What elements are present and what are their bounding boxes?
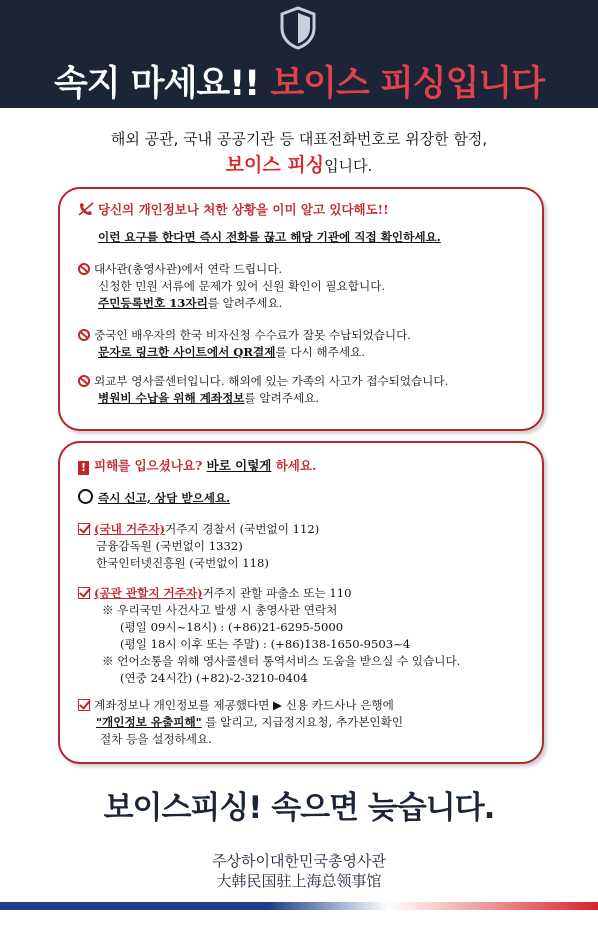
case-emphasis: 문자로 링크한 사이트에서 QR결제 <box>98 345 276 359</box>
intro-voice-phishing: 보이스 피싱 <box>225 154 325 176</box>
damage-response-box <box>58 441 544 764</box>
case-item: 중국인 배우자의 한국 비자신청 수수료가 잘못 수납되었습니다. 문자로 링크한 사이트에서 QR결제를 다시 해주세요. <box>78 327 411 361</box>
case-item: 외교부 영사콜센터입니다. 해외에 있는 가족의 사고가 접수되었습니다. 병원비 수납을 위해 계좌정보를 알려주세요. <box>78 373 448 407</box>
exclamation-icon: ! <box>78 461 89 475</box>
intro-line2-rest: 입니다. <box>324 157 373 175</box>
intro-line2 <box>0 152 598 179</box>
consulate-chinese-name: 大韩民国驻上海总领事馆 <box>216 872 382 890</box>
circle-icon <box>78 489 93 504</box>
headline-voice-phishing: 보이스 피싱입니다 <box>270 64 545 104</box>
phone-block-icon <box>78 202 94 216</box>
warning-title: 당신의 개인정보나 처한 상황을 이미 알고 있다해도!! <box>98 202 389 217</box>
report-line: 즉시 신고, 상담 받으세요. <box>78 489 230 507</box>
headline <box>0 56 598 106</box>
color-band <box>0 902 598 910</box>
warning-title-row <box>78 201 389 218</box>
prohibited-icon <box>78 375 90 387</box>
checkbox-icon <box>78 699 90 711</box>
overseas-contacts: (공관 관할지 거주자)거주지 관할 파출소 또는 110 ※ 우리국민 사건사고 발생 시 총영사관 연락처 (평일 09시~18시) : (+86)21-6295-5000 (평일 18시 이후 또는 주말) : (+86)138-1650-9503~4 ※ 언어소통을 위해 영사콜센터 통역서비스 도움을 받으실 수 있습니다. (연중 24시간) (+82)-2-3210-0404 <box>78 585 460 687</box>
headline-warning: 속지 마세요!! <box>53 64 260 104</box>
account-advice: 계좌정보나 개인정보를 제공했다면 ▶ 신용 카드사나 은행에 "개인정보 유출피해" 를 알리고, 지급정지요청, 추가본인확인 절차 등을 설정하세요. <box>78 697 403 748</box>
case-item: 대사관(총영사관)에서 연락 드립니다. 신청한 민원 서류에 문제가 있어 신원 확인이 필요합니다. 주민등록번호 13자리를 알려주세요. <box>78 261 385 312</box>
warning-box <box>58 187 544 431</box>
prohibited-icon <box>78 329 90 341</box>
checkbox-icon <box>78 523 90 535</box>
response-title: ! 피해를 입으셨나요? 바로 이렇게 하세요. <box>78 457 316 475</box>
warning-subtitle: 이런 요구를 한다면 즉시 전화를 끊고 해당 기관에 직접 확인하세요. <box>98 230 441 244</box>
case-emphasis: 병원비 수납을 위해 계좌정보 <box>98 391 245 405</box>
intro-text <box>0 126 598 179</box>
consulate-korean-name: 주상하이대한민국총영사관 <box>212 852 386 870</box>
shield-icon <box>279 6 317 50</box>
prohibited-icon <box>78 263 90 275</box>
checkbox-icon <box>78 587 90 599</box>
intro-line1: 해외 공관, 국내 공공기관 등 대표전화번호로 위장한 함정, <box>110 130 488 148</box>
case-emphasis: 주민등록번호 13자리 <box>98 296 208 310</box>
domestic-contacts: (국내 거주자)거주지 경찰서 (국번없이 112) 금융감독원 (국번없이 1332) 한국인터넷진흥원 (국번없이 118) <box>78 521 319 572</box>
slogan: 보이스피싱! 속으면 늦습니다. <box>103 790 495 826</box>
header-banner <box>0 0 598 108</box>
